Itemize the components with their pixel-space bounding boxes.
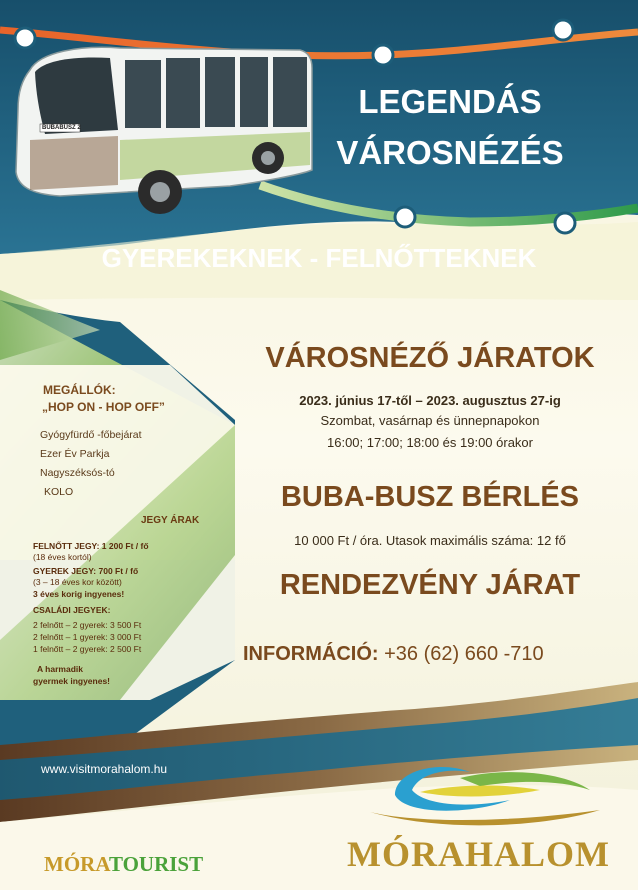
third-child-note: A harmadik [37, 664, 83, 674]
title-line-1: LEGENDÁS [358, 83, 542, 120]
contact-phone: +36 (62) 660 -710 [384, 643, 544, 665]
tours-dates: 2023. június 17-től – 2023. augusztus 27-ig [299, 393, 561, 408]
family-heading: CSALÁDI JEGYEK: [33, 605, 111, 615]
page-subtitle: GYEREKEKNEK - FELNŐTTEKNEK [101, 243, 537, 273]
stops-subheading: „HOP ON - HOP OFF” [42, 400, 165, 414]
third-child-note: gyermek ingyenes! [33, 676, 111, 686]
price-adult: FELNŐTT JEGY: 1 200 Ft / fő [33, 541, 149, 551]
bus-plate: BUBABUSZ 2 [42, 125, 81, 131]
price-child: GYEREK JEGY: 700 Ft / fő [33, 566, 139, 576]
price-free: 3 éves korig ingyenes! [33, 589, 125, 599]
contact-line [243, 643, 544, 666]
stop-item: Gyógyfürdő -főbejárat [40, 429, 142, 441]
family-price: 2 felnőtt – 1 gyerek: 3 000 Ft [33, 632, 142, 642]
tours-heading: VÁROSNÉZŐ JÁRATOK [265, 342, 595, 374]
event-heading: RENDEZVÉNY JÁRAT [279, 569, 581, 601]
prices-heading: JEGY ÁRAK [141, 515, 200, 526]
stop-item: KOLO [44, 486, 74, 498]
stop-item: Nagyszéksós-tó [40, 467, 115, 479]
moratourist-logo-tourist: TOURIST [108, 852, 204, 876]
title-line-2: VÁROSNÉZÉS [336, 134, 564, 171]
tours-days: Szombat, vasárnap és ünnepnapokon [320, 413, 540, 428]
website-link[interactable]: www.visitmorahalom.hu [41, 762, 168, 776]
price-child-note: (3 – 18 éves kor között) [33, 577, 122, 587]
stops-heading: MEGÁLLÓK: [43, 383, 116, 397]
morahalom-logo-text: MÓRAHALOM [347, 834, 610, 874]
stop-item: Ezer Év Parkja [40, 448, 110, 460]
moratourist-logo-mora: MÓRA [44, 852, 109, 876]
rental-heading: BUBA-BUSZ BÉRLÉS [280, 481, 580, 513]
price-adult-note: (18 éves kortól) [33, 552, 92, 562]
tours-times: 16:00; 17:00; 18:00 és 19:00 órakor [327, 435, 533, 450]
moratourist-logo [44, 852, 203, 877]
family-price: 2 felnőtt – 2 gyerek: 3 500 Ft [33, 620, 142, 630]
rental-details: 10 000 Ft / óra. Utasok maximális száma: 12 fő [294, 533, 566, 548]
contact-label: INFORMÁCIÓ: [243, 643, 379, 665]
family-price: 1 felnőtt – 2 gyerek: 2 500 Ft [33, 644, 142, 654]
